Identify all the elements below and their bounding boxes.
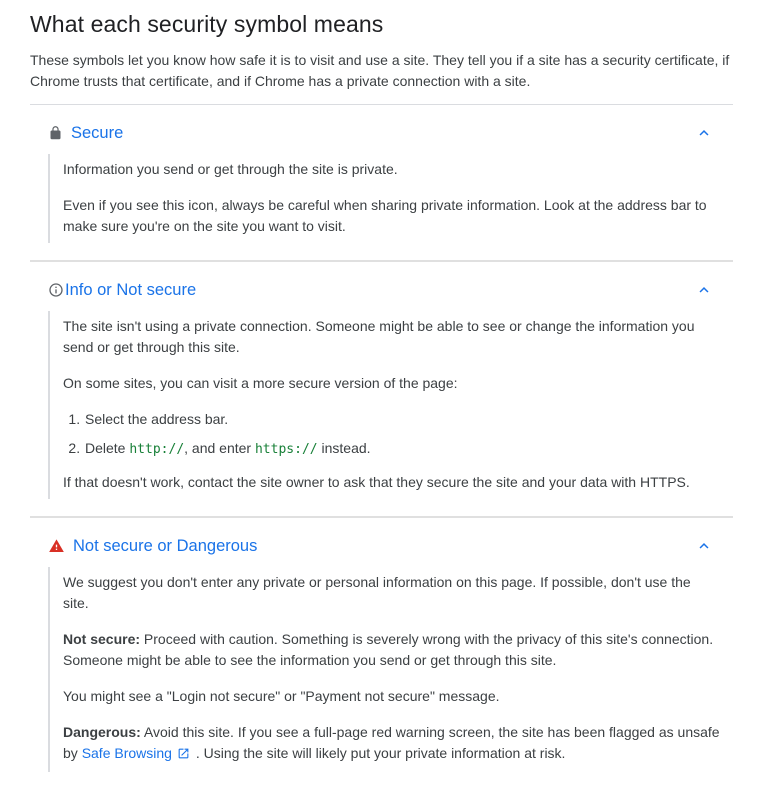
lock-icon bbox=[48, 125, 63, 141]
section-title: Info or Not secure bbox=[65, 281, 197, 299]
chevron-up-icon[interactable] bbox=[695, 281, 713, 299]
info-icon bbox=[48, 282, 64, 298]
paragraph: We suggest you don't enter any private or personal information on this page. If possible, don't use the site. bbox=[63, 574, 691, 611]
code-http: http:// bbox=[129, 442, 185, 457]
section-info-or-not-secure bbox=[30, 262, 733, 516]
section-dangerous-content bbox=[48, 567, 720, 772]
paragraph-text: . Using the site will likely put your private information at risk. bbox=[191, 745, 566, 761]
warning-icon bbox=[48, 538, 65, 554]
code-https: https:// bbox=[254, 442, 318, 457]
paragraph: If that doesn't work, contact the site owner to ask that they secure the site and your data with HTTPS. bbox=[63, 474, 690, 490]
paragraph bbox=[63, 629, 720, 671]
step-text: , and enter bbox=[184, 440, 255, 456]
safe-browsing-link[interactable] bbox=[82, 745, 192, 761]
paragraph: You might see a "Login not secure" or "Payment not secure" message. bbox=[63, 688, 500, 704]
step-text: Delete bbox=[85, 440, 130, 456]
chevron-up-icon[interactable] bbox=[695, 124, 713, 142]
page-title: What each security symbol means bbox=[30, 11, 384, 37]
section-info-content bbox=[48, 311, 720, 499]
external-link-icon bbox=[177, 745, 190, 766]
section-secure-header[interactable] bbox=[30, 105, 733, 154]
dangerous-label: Dangerous: bbox=[63, 724, 141, 740]
paragraph-text: Avoid this site. If you see a full-page red warning screen, the site has been flagged as unsafe by bbox=[63, 724, 720, 761]
paragraph: Information you send or get through the site is private. bbox=[63, 161, 398, 177]
section-secure bbox=[30, 105, 733, 260]
section-not-secure-or-dangerous bbox=[30, 518, 733, 789]
intro-text: These symbols let you know how safe it is to visit and use a site. They tell you if a site has a security certificate, if Chrome trusts that certificate, and if Chrome has a private connection with a site. bbox=[30, 52, 730, 89]
section-secure-content bbox=[48, 154, 720, 243]
step-item bbox=[84, 409, 720, 430]
section-dangerous-header[interactable] bbox=[30, 518, 733, 567]
step-text: Select the address bar. bbox=[85, 411, 229, 427]
section-title: Secure bbox=[71, 124, 124, 142]
step-text: instead. bbox=[317, 440, 371, 456]
section-title: Not secure or Dangerous bbox=[73, 537, 258, 555]
chevron-up-icon[interactable] bbox=[695, 537, 713, 555]
step-item bbox=[84, 438, 720, 460]
paragraph: Even if you see this icon, always be careful when sharing private information. Look at the address bar to make sure you're on the site you want to visit. bbox=[63, 197, 707, 234]
paragraph bbox=[63, 722, 720, 766]
not-secure-label: Not secure: bbox=[63, 631, 141, 647]
paragraph: The site isn't using a private connection. Someone might be able to see or change the information you send or get through this site. bbox=[63, 318, 695, 355]
link-text: Safe Browsing bbox=[81, 745, 172, 761]
steps-list bbox=[63, 409, 720, 460]
paragraph-text: Proceed with caution. Something is severely wrong with the privacy of this site's connection. Someone might be able to see the information you send or get through this site. bbox=[63, 631, 714, 668]
paragraph: On some sites, you can visit a more secure version of the page: bbox=[63, 375, 458, 391]
section-info-header[interactable] bbox=[30, 262, 733, 311]
